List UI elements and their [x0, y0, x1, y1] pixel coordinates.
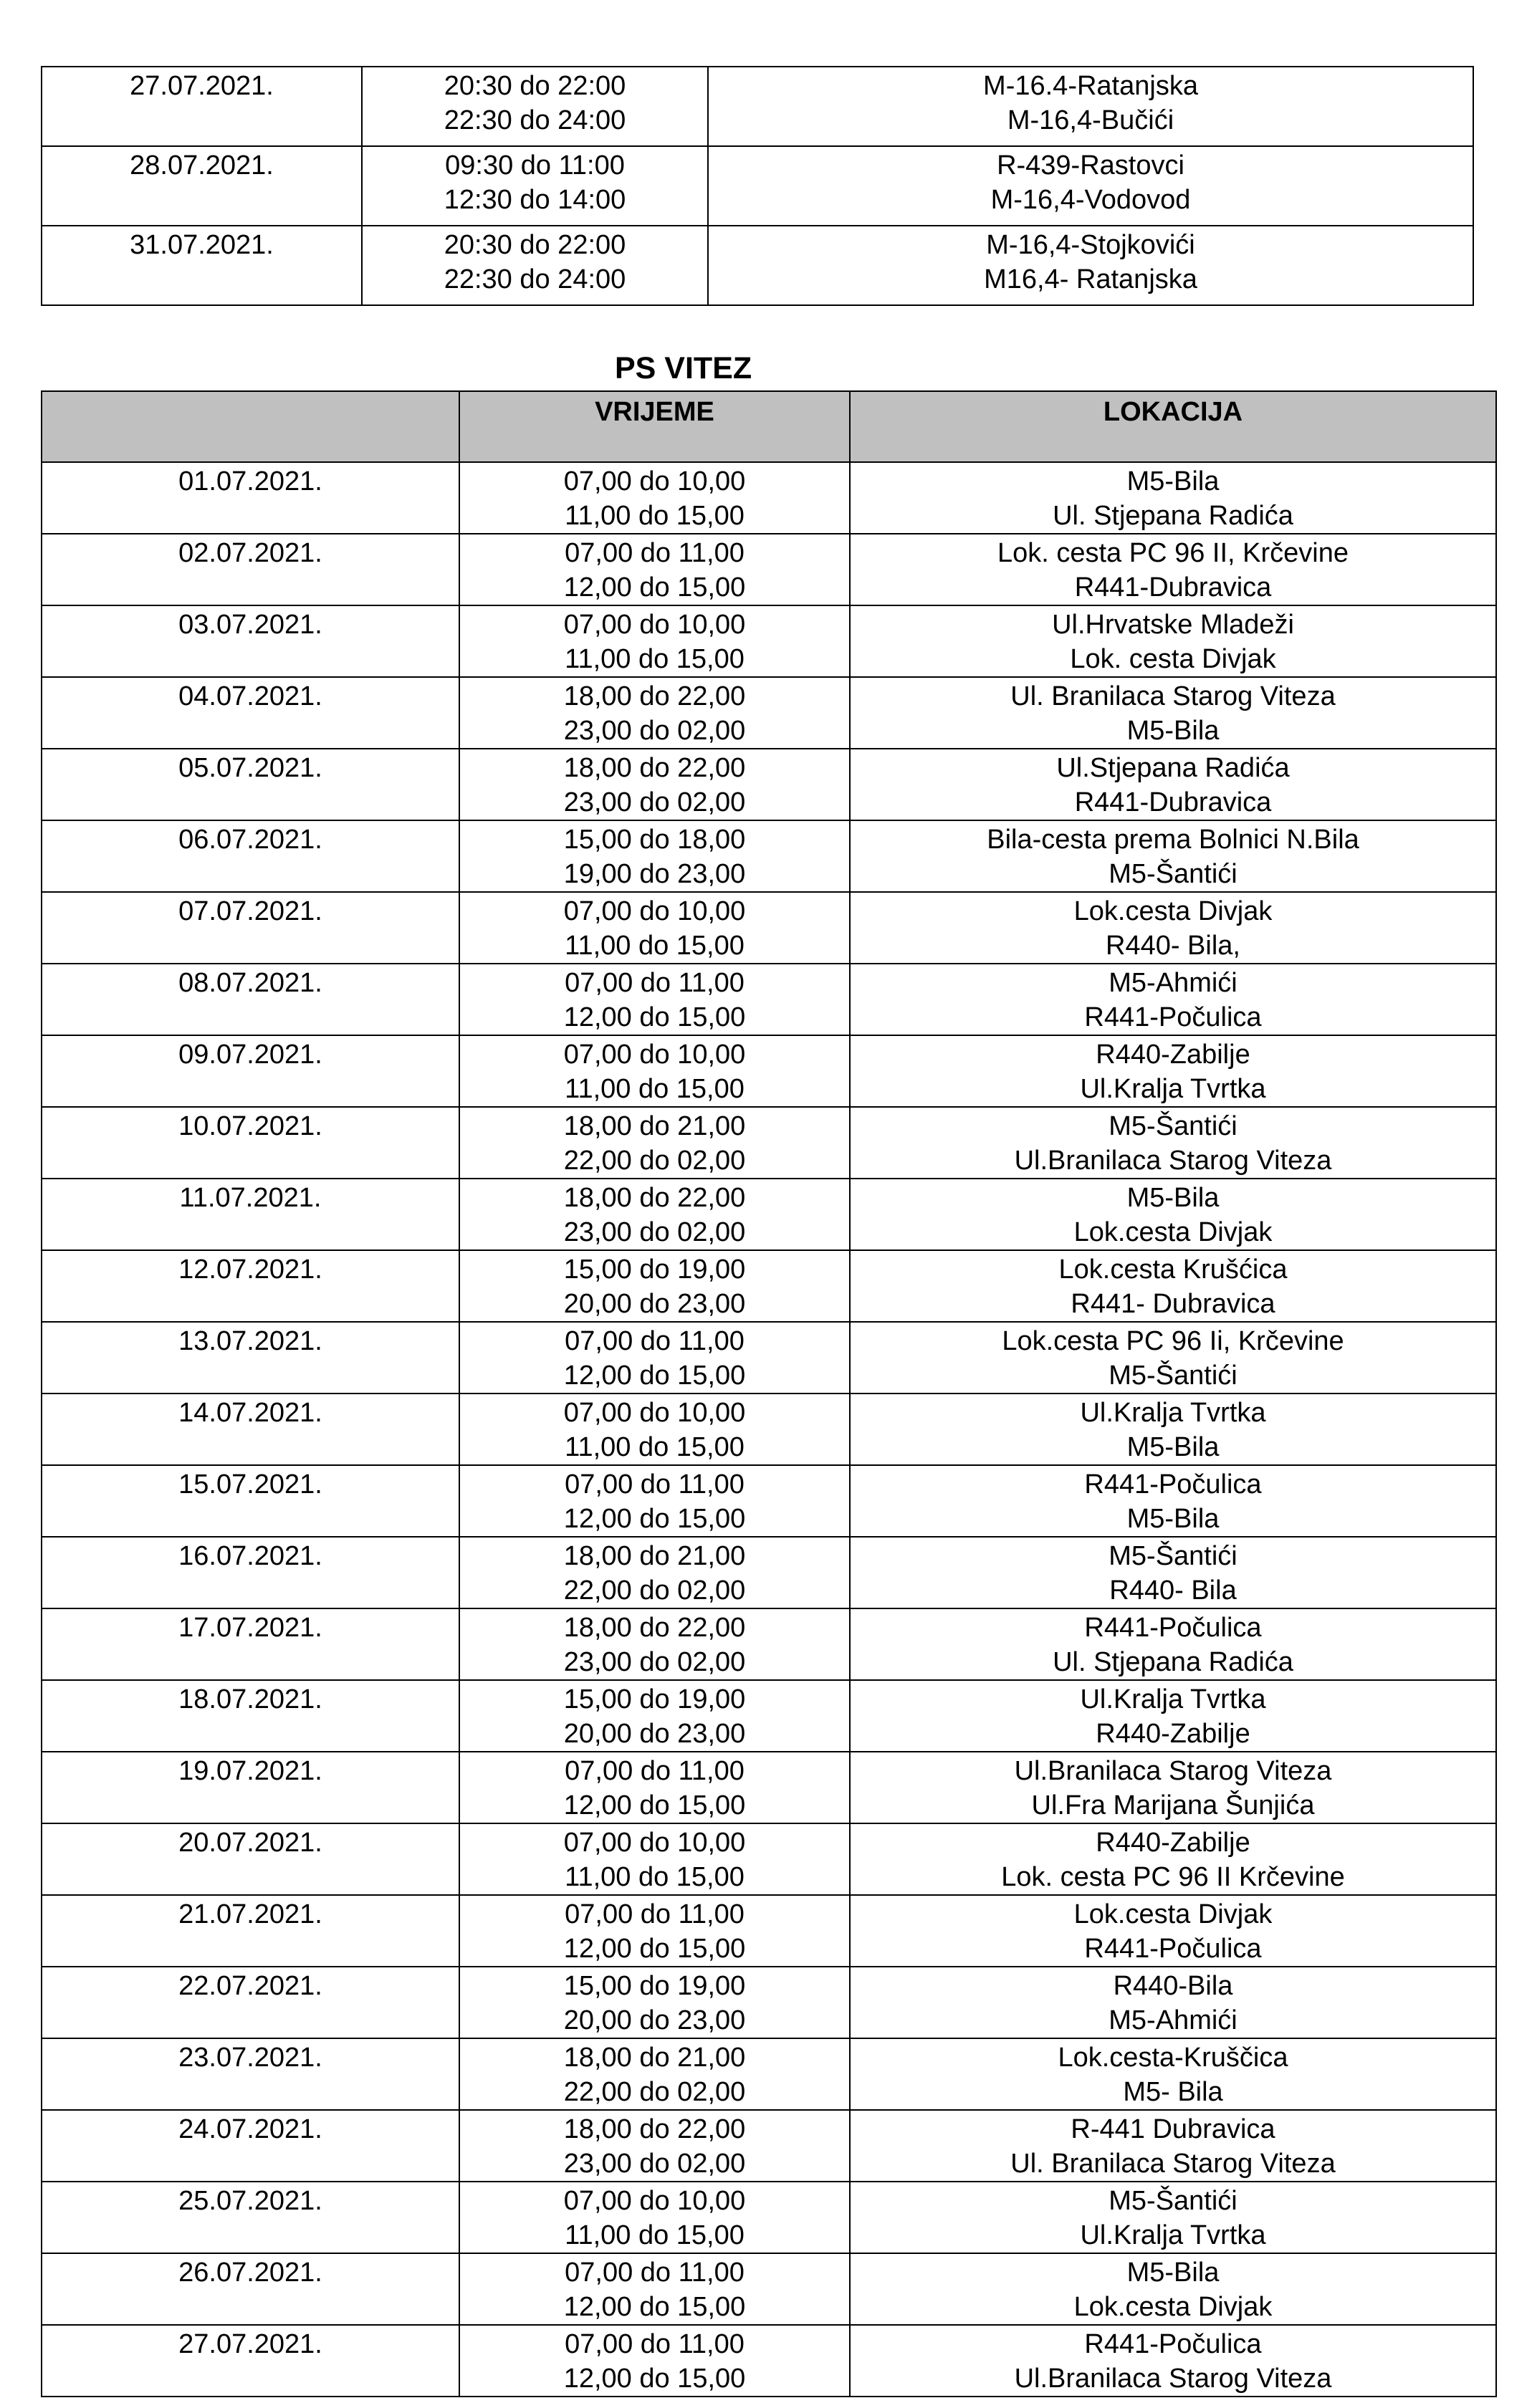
location-name: M5-Bila: [1126, 1432, 1220, 1462]
time-range: 20:30 do 22:00: [444, 230, 626, 260]
location-name: M-16,4-Bučići: [1007, 105, 1174, 135]
time-range: 18,00 do 21,00: [563, 1541, 746, 1571]
date-cell: 19.07.2021.: [42, 1752, 459, 1823]
time-range: 07,00 do 11,00: [565, 968, 745, 998]
time-cell: [362, 67, 708, 146]
date-cell: 01.07.2021.: [42, 462, 459, 534]
location-cell: [850, 1680, 1496, 1752]
time-cell: [459, 892, 850, 964]
location-cell: [850, 2182, 1496, 2253]
time-range: 18,00 do 22,00: [563, 681, 746, 711]
table-row: [42, 1107, 1496, 1179]
location-name: Ul. Branilaca Starog Viteza: [1010, 681, 1336, 711]
location-name: R-441 Dubravica: [1071, 2114, 1275, 2144]
location-name: Lok.cesta Divjak: [1073, 1899, 1273, 1929]
date-cell: 05.07.2021.: [42, 749, 459, 820]
location-cell: [850, 1823, 1496, 1895]
location-name: M5-Ahmići: [1109, 2005, 1237, 2035]
location-cell: [708, 146, 1473, 226]
location-cell: [850, 605, 1496, 677]
date-cell: 15.07.2021.: [42, 1465, 459, 1537]
table-row: [42, 1035, 1496, 1107]
location-cell: [850, 2110, 1496, 2182]
table-row: [42, 2325, 1496, 2397]
date-cell: 10.07.2021.: [42, 1107, 459, 1179]
date-cell: 12.07.2021.: [42, 1250, 459, 1322]
header-row: [42, 391, 1496, 462]
table-row: [42, 1608, 1496, 1680]
table-row: [42, 749, 1496, 820]
location-name: Lok. cesta Divjak: [1070, 644, 1276, 674]
date-cell: 20.07.2021.: [42, 1823, 459, 1895]
header-location: LOKACIJA: [850, 391, 1496, 462]
date-cell: 21.07.2021.: [42, 1895, 459, 1967]
location-cell: [850, 1394, 1496, 1465]
location-name: M5-Bila: [1126, 2258, 1220, 2288]
time-cell: [459, 1537, 850, 1608]
location-name: M5-Šantići: [1109, 1541, 1237, 1571]
time-range: 12:30 do 14:00: [444, 185, 626, 215]
location-cell: [850, 1250, 1496, 1322]
location-name: M-16,4-Vodovod: [990, 185, 1191, 215]
location-name: M-16,4-Stojkovići: [986, 230, 1195, 260]
time-cell: [459, 1680, 850, 1752]
ps-vitez-schedule-body: [42, 462, 1496, 2397]
time-range: 18,00 do 22,00: [563, 753, 746, 783]
location-name: Ul. Stjepana Radića: [1053, 501, 1293, 531]
location-name: M5-Bila: [1126, 1183, 1220, 1213]
time-cell: [362, 226, 708, 305]
location-name: Ul.Branilaca Starog Viteza: [1014, 1146, 1332, 1176]
location-cell: [850, 2253, 1496, 2325]
time-range: 12,00 do 15,00: [563, 1504, 746, 1534]
location-name: R441-Dubravica: [1074, 572, 1272, 603]
location-name: Bila-cesta prema Bolnici N.Bila: [987, 825, 1359, 855]
time-range: 23,00 do 02,00: [563, 2149, 746, 2179]
location-name: Ul.Branilaca Starog Viteza: [1014, 2364, 1332, 2394]
location-name: M5-Bila: [1126, 716, 1220, 746]
time-range: 23,00 do 02,00: [563, 1217, 746, 1247]
time-range: 20,00 do 23,00: [563, 1719, 746, 1749]
date-cell: 03.07.2021.: [42, 605, 459, 677]
time-range: 22:30 do 24:00: [444, 105, 626, 135]
date-cell: 16.07.2021.: [42, 1537, 459, 1608]
location-name: M5-Bila: [1126, 466, 1220, 497]
time-range: 22,00 do 02,00: [563, 2077, 746, 2107]
location-name: R440- Bila,: [1106, 931, 1240, 961]
time-cell: [459, 1322, 850, 1394]
time-range: 07,00 do 10,00: [563, 1398, 746, 1428]
location-name: R441-Počulica: [1084, 1002, 1262, 1032]
location-cell: [850, 1465, 1496, 1537]
location-name: R440- Bila: [1109, 1575, 1237, 1606]
time-range: 12,00 do 15,00: [563, 1002, 746, 1032]
table-row: [42, 1322, 1496, 1394]
time-range: 11,00 do 15,00: [565, 931, 745, 961]
location-cell: [708, 67, 1473, 146]
time-range: 18,00 do 21,00: [563, 1111, 746, 1141]
date-cell: 22.07.2021.: [42, 1967, 459, 2038]
time-range: 07,00 do 10,00: [563, 1040, 746, 1070]
table-row: [42, 226, 1473, 305]
location-cell: [850, 1179, 1496, 1250]
time-range: 07,00 do 11,00: [565, 538, 745, 568]
time-range: 15,00 do 19,00: [563, 1971, 746, 2001]
location-cell: [850, 1752, 1496, 1823]
location-cell: [850, 820, 1496, 892]
time-range: 07,00 do 11,00: [565, 1899, 745, 1929]
date-cell: 26.07.2021.: [42, 2253, 459, 2325]
time-range: 07,00 do 11,00: [565, 1326, 745, 1356]
time-cell: [459, 462, 850, 534]
time-range: 07,00 do 10,00: [563, 1828, 746, 1858]
table-row: [42, 1394, 1496, 1465]
time-range: 15,00 do 19,00: [563, 1684, 746, 1714]
time-cell: [459, 1035, 850, 1107]
location-name: M5- Bila: [1123, 2077, 1223, 2107]
top-schedule-table: [41, 66, 1474, 306]
location-cell: [850, 1107, 1496, 1179]
table-row: [42, 1250, 1496, 1322]
time-range: 12,00 do 15,00: [563, 1934, 746, 1964]
time-cell: [459, 534, 850, 605]
date-cell: 18.07.2021.: [42, 1680, 459, 1752]
time-cell: [459, 1179, 850, 1250]
time-range: 15,00 do 18,00: [563, 825, 746, 855]
time-range: 18,00 do 21,00: [563, 2043, 746, 2073]
location-cell: [850, 1537, 1496, 1608]
time-range: 07,00 do 11,00: [565, 2329, 745, 2359]
location-cell: [850, 892, 1496, 964]
date-cell: 07.07.2021.: [42, 892, 459, 964]
table-row: [42, 2038, 1496, 2110]
location-name: Lok.cesta Divjak: [1073, 1217, 1273, 1247]
location-cell: [850, 462, 1496, 534]
location-name: Ul.Kralja Tvrtka: [1080, 1684, 1266, 1714]
time-cell: [459, 605, 850, 677]
location-name: R441-Počulica: [1084, 1613, 1262, 1643]
time-range: 22:30 do 24:00: [444, 264, 626, 294]
location-name: R441-Počulica: [1084, 1934, 1262, 1964]
location-name: Lok. cesta PC 96 II, Krčevine: [997, 538, 1349, 568]
location-name: Lok.cesta Krušćica: [1058, 1255, 1288, 1285]
time-range: 07,00 do 10,00: [563, 466, 746, 497]
time-range: 11,00 do 15,00: [565, 1074, 745, 1104]
table-row: [42, 605, 1496, 677]
location-name: M5-Šantići: [1109, 859, 1237, 889]
time-range: 11,00 do 15,00: [565, 501, 745, 531]
time-range: 07,00 do 11,00: [565, 1756, 745, 1786]
table-row: [42, 67, 1473, 146]
time-range: 20,00 do 23,00: [563, 1289, 746, 1319]
date-cell: 06.07.2021.: [42, 820, 459, 892]
time-range: 07,00 do 10,00: [563, 896, 746, 926]
location-name: R441-Počulica: [1084, 1469, 1262, 1500]
time-cell: [459, 1250, 850, 1322]
time-range: 19,00 do 23,00: [563, 859, 746, 889]
location-name: R440-Bila: [1113, 1971, 1233, 2001]
time-range: 22,00 do 02,00: [563, 1575, 746, 1606]
time-cell: [459, 1465, 850, 1537]
header-time: VRIJEME: [459, 391, 850, 462]
location-name: M5-Bila: [1126, 1504, 1220, 1534]
time-range: 12,00 do 15,00: [563, 1790, 746, 1821]
time-range: 20,00 do 23,00: [563, 2005, 746, 2035]
time-cell: [459, 2253, 850, 2325]
time-cell: [459, 1823, 850, 1895]
date-cell: 25.07.2021.: [42, 2182, 459, 2253]
location-name: Ul.Branilaca Starog Viteza: [1014, 1756, 1332, 1786]
table-row: [42, 1537, 1496, 1608]
time-range: 11,00 do 15,00: [565, 1862, 745, 1892]
table-row: [42, 146, 1473, 226]
time-cell: [459, 1895, 850, 1967]
date-cell: 13.07.2021.: [42, 1322, 459, 1394]
location-cell: [850, 677, 1496, 749]
time-cell: [459, 749, 850, 820]
time-range: 23,00 do 02,00: [563, 716, 746, 746]
location-name: M-16.4-Ratanjska: [983, 71, 1198, 101]
time-cell: [459, 1107, 850, 1179]
time-cell: [459, 1752, 850, 1823]
location-cell: [850, 534, 1496, 605]
time-cell: [459, 1967, 850, 2038]
location-cell: [850, 2038, 1496, 2110]
date-cell: 09.07.2021.: [42, 1035, 459, 1107]
time-cell: [459, 1394, 850, 1465]
time-cell: [459, 2325, 850, 2397]
time-range: 15,00 do 19,00: [563, 1255, 746, 1285]
table-row: [42, 1465, 1496, 1537]
date-cell: 24.07.2021.: [42, 2110, 459, 2182]
table-row: [42, 677, 1496, 749]
location-name: M5-Šantići: [1109, 1111, 1237, 1141]
location-name: M5-Ahmići: [1109, 968, 1237, 998]
time-range: 23,00 do 02,00: [563, 787, 746, 817]
location-cell: [850, 1035, 1496, 1107]
time-cell: [459, 677, 850, 749]
time-range: 11,00 do 15,00: [565, 644, 745, 674]
time-range: 20:30 do 22:00: [444, 71, 626, 101]
time-range: 12,00 do 15,00: [563, 572, 746, 603]
location-name: Ul.Kralja Tvrtka: [1080, 1398, 1266, 1428]
date-cell: 04.07.2021.: [42, 677, 459, 749]
header-date: [42, 391, 459, 462]
date-cell: 23.07.2021.: [42, 2038, 459, 2110]
time-range: 12,00 do 15,00: [563, 2364, 746, 2394]
time-cell: [459, 2038, 850, 2110]
date-cell: 14.07.2021.: [42, 1394, 459, 1465]
table-row: [42, 892, 1496, 964]
ps-vitez-schedule-table: [41, 390, 1497, 2397]
top-schedule-body: [42, 67, 1473, 305]
location-name: Ul. Stjepana Radića: [1053, 1647, 1293, 1677]
location-name: Lok.cesta Divjak: [1073, 896, 1273, 926]
table-row: [42, 820, 1496, 892]
time-range: 07,00 do 10,00: [563, 610, 746, 640]
table-row: [42, 2182, 1496, 2253]
location-name: M16,4- Ratanjska: [984, 264, 1197, 294]
location-name: Lok. cesta PC 96 II Krčevine: [1001, 1862, 1345, 1892]
time-range: 11,00 do 15,00: [565, 1432, 745, 1462]
time-range: 18,00 do 22,00: [563, 1613, 746, 1643]
time-cell: [459, 964, 850, 1035]
time-cell: [459, 820, 850, 892]
location-name: R440-Zabilje: [1096, 1719, 1250, 1749]
time-range: 23,00 do 02,00: [563, 1647, 746, 1677]
location-name: M5-Šantići: [1109, 1361, 1237, 1391]
time-range: 11,00 do 15,00: [565, 2220, 745, 2250]
table-row: [42, 1967, 1496, 2038]
date-cell: 27.07.2021.: [42, 2325, 459, 2397]
time-cell: [362, 146, 708, 226]
time-cell: [459, 2110, 850, 2182]
time-range: 07,00 do 11,00: [565, 1469, 745, 1500]
date-cell: 28.07.2021.: [42, 146, 362, 226]
location-cell: [850, 2325, 1496, 2397]
location-cell: [850, 749, 1496, 820]
table-row: [42, 2253, 1496, 2325]
time-range: 22,00 do 02,00: [563, 1146, 746, 1176]
location-cell: [708, 226, 1473, 305]
table-row: [42, 1179, 1496, 1250]
location-cell: [850, 964, 1496, 1035]
table-row: [42, 964, 1496, 1035]
location-cell: [850, 1967, 1496, 2038]
location-name: Ul.Kralja Tvrtka: [1080, 1074, 1266, 1104]
table-row: [42, 2110, 1496, 2182]
time-range: 18,00 do 22,00: [563, 1183, 746, 1213]
location-name: R441-Počulica: [1084, 2329, 1262, 2359]
table-row: [42, 1895, 1496, 1967]
date-cell: 17.07.2021.: [42, 1608, 459, 1680]
location-name: Ul.Kralja Tvrtka: [1080, 2220, 1266, 2250]
table-row: [42, 1680, 1496, 1752]
section-title: PS VITEZ: [615, 351, 752, 385]
time-range: 09:30 do 11:00: [445, 150, 625, 181]
location-name: Ul.Hrvatske Mladeži: [1052, 610, 1294, 640]
location-name: R441- Dubravica: [1071, 1289, 1275, 1319]
location-name: R440-Zabilje: [1096, 1828, 1250, 1858]
date-cell: 31.07.2021.: [42, 226, 362, 305]
table-row: [42, 534, 1496, 605]
table-row: [42, 1823, 1496, 1895]
table-row: [42, 462, 1496, 534]
location-name: Ul.Stjepana Radića: [1056, 753, 1290, 783]
time-cell: [459, 2182, 850, 2253]
location-name: Ul. Branilaca Starog Viteza: [1010, 2149, 1336, 2179]
date-cell: 08.07.2021.: [42, 964, 459, 1035]
location-name: R440-Zabilje: [1096, 1040, 1250, 1070]
time-range: 12,00 do 15,00: [563, 2292, 746, 2322]
location-name: Ul.Fra Marijana Šunjića: [1031, 1790, 1315, 1821]
location-cell: [850, 1895, 1496, 1967]
location-name: R-439-Rastovci: [997, 150, 1184, 181]
date-cell: 02.07.2021.: [42, 534, 459, 605]
time-range: 07,00 do 10,00: [563, 2186, 746, 2216]
time-range: 07,00 do 11,00: [565, 2258, 745, 2288]
time-range: 18,00 do 22,00: [563, 2114, 746, 2144]
location-name: R441-Dubravica: [1074, 787, 1272, 817]
time-range: 12,00 do 15,00: [563, 1361, 746, 1391]
time-cell: [459, 1608, 850, 1680]
location-name: Lok.cesta PC 96 Ii, Krčevine: [1002, 1326, 1344, 1356]
location-cell: [850, 1322, 1496, 1394]
location-name: Lok.cesta-Kruščica: [1058, 2043, 1288, 2073]
location-name: Lok.cesta Divjak: [1073, 2292, 1273, 2322]
location-name: M5-Šantići: [1109, 2186, 1237, 2216]
date-cell: 11.07.2021.: [42, 1179, 459, 1250]
location-cell: [850, 1608, 1496, 1680]
date-cell: 27.07.2021.: [42, 67, 362, 146]
table-row: [42, 1752, 1496, 1823]
